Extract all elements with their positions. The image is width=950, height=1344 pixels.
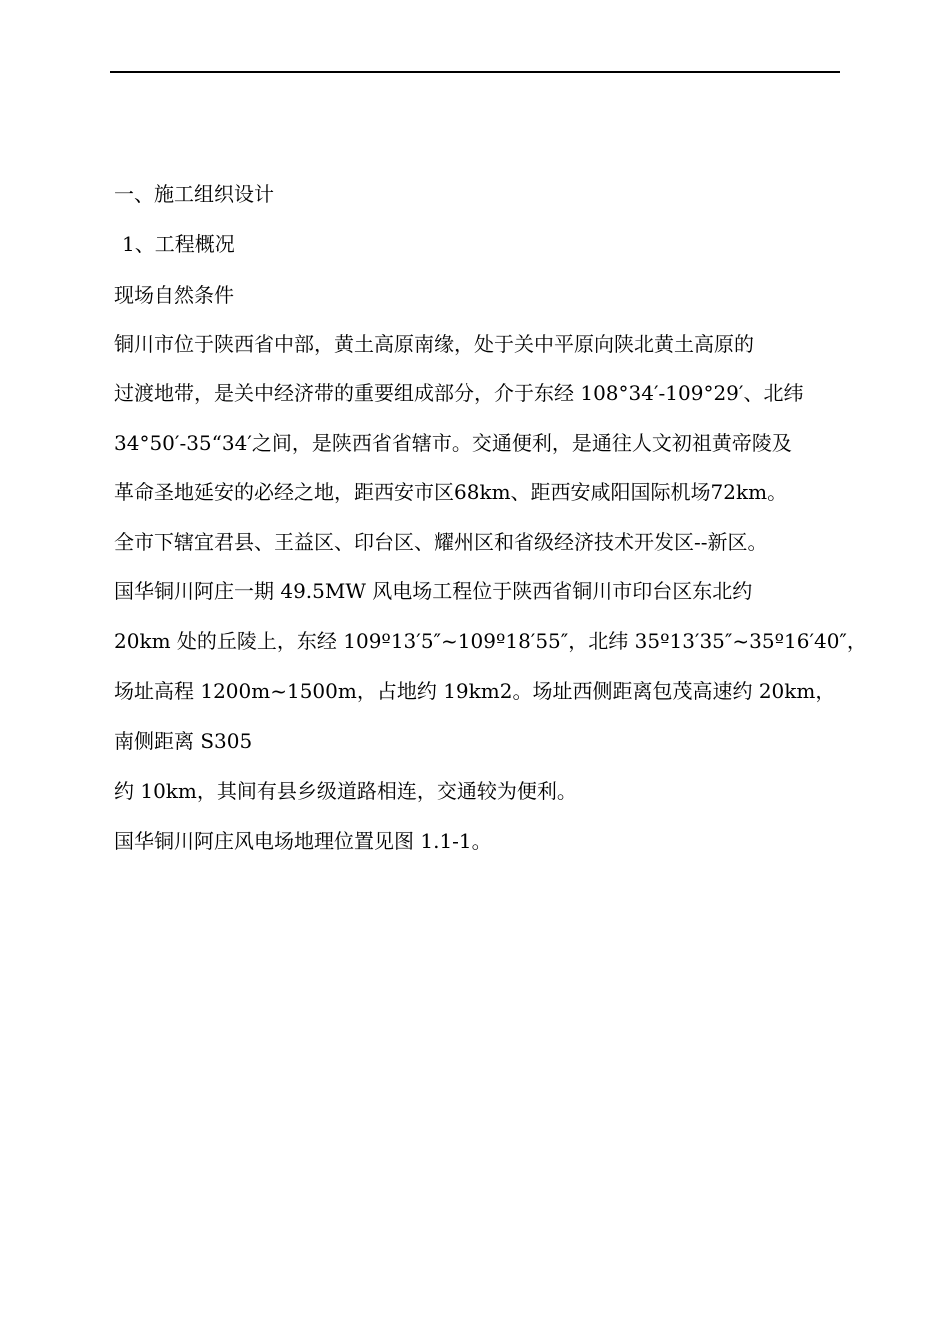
- paragraph-line: 全市下辖宜君县、王益区、印台区、耀州区和省级经济技术开发区--新区。: [114, 530, 768, 554]
- paragraph-line: 铜川市位于陕西省中部，黄土高原南缘，处于关中平原向陕北黄土高原的: [114, 332, 754, 356]
- paragraph-line: 南侧距离 S305: [114, 729, 253, 753]
- paragraph-line: 34°50′-35“34′之间，是陕西省省辖市。交通便利，是通往人文初祖黄帝陵及: [114, 431, 792, 455]
- paragraph-line: 过渡地带，是关中经济带的重要组成部分，介于东经 108°34′-109°29′、北纬: [114, 381, 804, 405]
- topic-heading: 现场自然条件: [114, 283, 234, 307]
- paragraph-line: 革命圣地延安的必经之地，距西安市区68km、距西安咸阳国际机场72km。: [114, 480, 788, 504]
- paragraph-line: 20km 处的丘陵上，东经 109º13′5″~109º18′55″，北纬 35º13′35″~35º16′40″，: [114, 629, 867, 653]
- paragraph-line: 约 10km，其间有县乡级道路相连，交通较为便利。: [114, 779, 577, 803]
- header-rule: [110, 71, 840, 73]
- figure-reference-line: 国华铜川阿庄风电场地理位置见图 1.1-1。: [114, 829, 492, 853]
- section-heading: 一、施工组织设计: [114, 182, 274, 206]
- subsection-heading: 1、工程概况: [122, 232, 235, 256]
- paragraph-line: 场址高程 1200m~1500m，占地约 19km2。场址西侧距离包茂高速约 20km，: [114, 679, 836, 703]
- paragraph-line: 国华铜川阿庄一期 49.5MW 风电场工程位于陕西省铜川市印台区东北约: [114, 579, 753, 603]
